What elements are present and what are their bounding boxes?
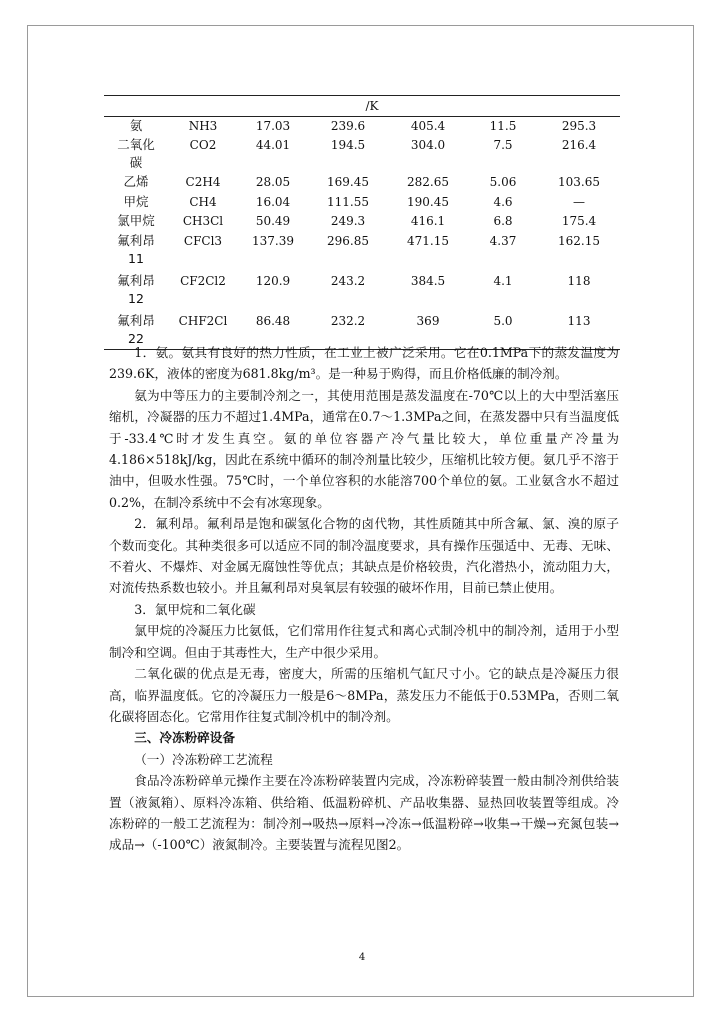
cell-name: 氟利昂 12 xyxy=(117,273,155,306)
page-number: 4 xyxy=(358,952,366,963)
cell-name: 乙烯 xyxy=(123,174,149,189)
cell-formula: CH4 xyxy=(189,195,217,209)
table-row xyxy=(104,232,620,269)
paragraph-co2: 二氧化碳的优点是无毒，密度大，所需的压缩机气缸尺寸小。它的缺点是冷凝压力很高，临界温度低。它的冷凝压力一般是6～8MPa，蒸发压力不能低于0.53MPa，否则二氧化碳将固态化。它常用作往复式制冷机中的制冷剂。 xyxy=(109,666,619,724)
cell-molecular-weight: 28.05 xyxy=(255,175,291,189)
section-heading: 三、冷冻粉碎设备 xyxy=(134,730,235,746)
cell-critical-pressure: 4.37 xyxy=(489,234,517,248)
cell-freezing-point: 113 xyxy=(567,314,591,328)
refrigerant-table xyxy=(104,95,620,350)
cell-formula: NH3 xyxy=(188,119,218,133)
cell-molecular-weight: 50.49 xyxy=(255,214,291,228)
cell-critical-temp: 416.1 xyxy=(410,214,446,228)
cell-formula: CHF2Cl xyxy=(178,314,228,328)
unit-label: /K xyxy=(365,99,379,113)
cell-critical-pressure: 4.1 xyxy=(493,274,513,288)
cell-boiling-point: 239.6 xyxy=(330,119,366,133)
table-row xyxy=(104,193,620,212)
cell-formula: CFCl3 xyxy=(183,234,223,248)
paragraph-freon: 2．氟利昂。氟利昂是饱和碳氢化合物的卤代物，其性质随其中所含氟、氯、溴的原子个数而变化。其种类很多可以适应不同的制冷温度要求，具有操作压强适中、无毒、无味、不着火、不爆炸、对金属无腐蚀性等优点；其缺点是价格较贵，汽化潜热小，流动阻力大，对流传热系数也较小。并且氟利昂对臭氧层有较强的破坏作用，目前已禁止使用。 xyxy=(109,516,619,596)
cell-boiling-point: 111.55 xyxy=(327,195,369,209)
cell-critical-temp: 190.45 xyxy=(407,195,449,209)
cell-name: 二氧化 碳 xyxy=(117,137,155,170)
cell-boiling-point: 194.5 xyxy=(330,138,366,152)
paragraph-ammonia-usage: 氨为中等压力的主要制冷剂之一，其使用范围是蒸发温度在-70℃以上的大中型活塞压缩机，冷凝器的压力不超过1.4MPa，通常在0.7～1.3MPa之间，在蒸发器中只有当温度低于-33.4℃时才发生真空。氨的单位容器产冷气量比较大，单位重量产冷量为4.186×518kJ/kg，因此在系统中循环的制冷剂量比较少，压缩机比较方便。氨几乎不溶于油中，但吸水性强。75℃时，一个单位容积的水能溶700个单位的氨。工业氨含水不超过0.2%，在制冷系统中不会有冰寒现象。 xyxy=(109,387,619,510)
paragraph-ammonia: 1．氨。氨具有良好的热力性质，在工业上被广泛采用。它在0.1MPa下的蒸发温度为239.6K，液体的密度为681.8kg/m³。是一种易于购得，而且价格低廉的制冷剂。 xyxy=(109,345,619,382)
cell-critical-pressure: 5.0 xyxy=(493,314,513,328)
cell-name: 氟利昂 22 xyxy=(117,313,155,346)
cell-critical-pressure: 6.8 xyxy=(493,214,513,228)
table-body xyxy=(104,117,620,349)
cell-critical-pressure: 7.5 xyxy=(493,138,513,152)
cell-name: 氨 xyxy=(129,118,143,133)
cell-boiling-point: 169.45 xyxy=(327,175,369,189)
cell-freezing-point: 162.15 xyxy=(558,234,600,248)
cell-critical-temp: 304.0 xyxy=(410,138,446,152)
subsection-heading: （一）冷冻粉碎工艺流程 xyxy=(134,751,273,767)
cell-formula: CF2Cl2 xyxy=(180,274,226,288)
cell-molecular-weight: 137.39 xyxy=(252,234,294,248)
cell-freezing-point: 295.3 xyxy=(561,119,597,133)
table-row xyxy=(104,269,620,309)
cell-name: 氟利昂 11 xyxy=(117,233,155,266)
paragraph-process: 食品冷冻粉碎单元操作主要在冷冻粉碎装置内完成，冷冻粉碎装置一般由制冷剂供给装置（液氮箱）、原料冷冻箱、供给箱、低温粉碎机、产品收集器、显热回收装置等组成。冷冻粉碎的一般工艺流程为：制冷剂→吸热→原料→冷冻→低温粉碎→收集→干燥→充氮包装→成品→（-100℃）液氮制冷。主要装置与流程见图2。 xyxy=(109,773,619,853)
table-unit-row xyxy=(104,96,620,116)
cell-critical-temp: 369 xyxy=(416,314,440,328)
cell-molecular-weight: 17.03 xyxy=(255,119,291,133)
cell-critical-temp: 384.5 xyxy=(410,274,446,288)
cell-critical-temp: 471.15 xyxy=(407,234,449,248)
paragraph-chloromethane: 氯甲烷的冷凝压力比氨低，它们常用作往复式和离心式制冷机中的制冷剂，适用于小型制冷和空调。但由于其毒性大，生产中很少采用。 xyxy=(109,623,619,660)
cell-name: 甲烷 xyxy=(123,194,149,209)
cell-formula: CH3Cl xyxy=(182,214,224,228)
table-row xyxy=(104,136,620,173)
cell-molecular-weight: 44.01 xyxy=(255,138,291,152)
cell-boiling-point: 296.85 xyxy=(327,234,369,248)
cell-freezing-point: 216.4 xyxy=(561,138,597,152)
table-row xyxy=(104,212,620,232)
cell-critical-temp: 405.4 xyxy=(410,119,446,133)
cell-critical-pressure: 4.6 xyxy=(493,195,513,209)
cell-critical-pressure: 5.06 xyxy=(489,175,517,189)
cell-freezing-point: — xyxy=(573,195,585,209)
table-row xyxy=(104,173,620,193)
cell-boiling-point: 249.3 xyxy=(330,214,366,228)
cell-formula: C2H4 xyxy=(185,175,221,189)
cell-boiling-point: 243.2 xyxy=(330,274,366,288)
cell-critical-pressure: 11.5 xyxy=(489,119,517,133)
cell-freezing-point: 118 xyxy=(567,274,591,288)
cell-freezing-point: 103.65 xyxy=(558,175,600,189)
subheading-chloromethane-co2: 3．氯甲烷和二氧化碳 xyxy=(134,601,256,617)
cell-name: 氯甲烷 xyxy=(117,213,155,228)
cell-molecular-weight: 16.04 xyxy=(255,195,291,209)
body-text xyxy=(109,342,619,856)
cell-formula: CO2 xyxy=(189,138,217,152)
cell-boiling-point: 232.2 xyxy=(330,314,366,328)
cell-molecular-weight: 120.9 xyxy=(255,274,291,288)
cell-molecular-weight: 86.48 xyxy=(255,314,291,328)
table-row xyxy=(104,117,620,136)
cell-critical-temp: 282.65 xyxy=(407,175,449,189)
cell-freezing-point: 175.4 xyxy=(561,214,597,228)
